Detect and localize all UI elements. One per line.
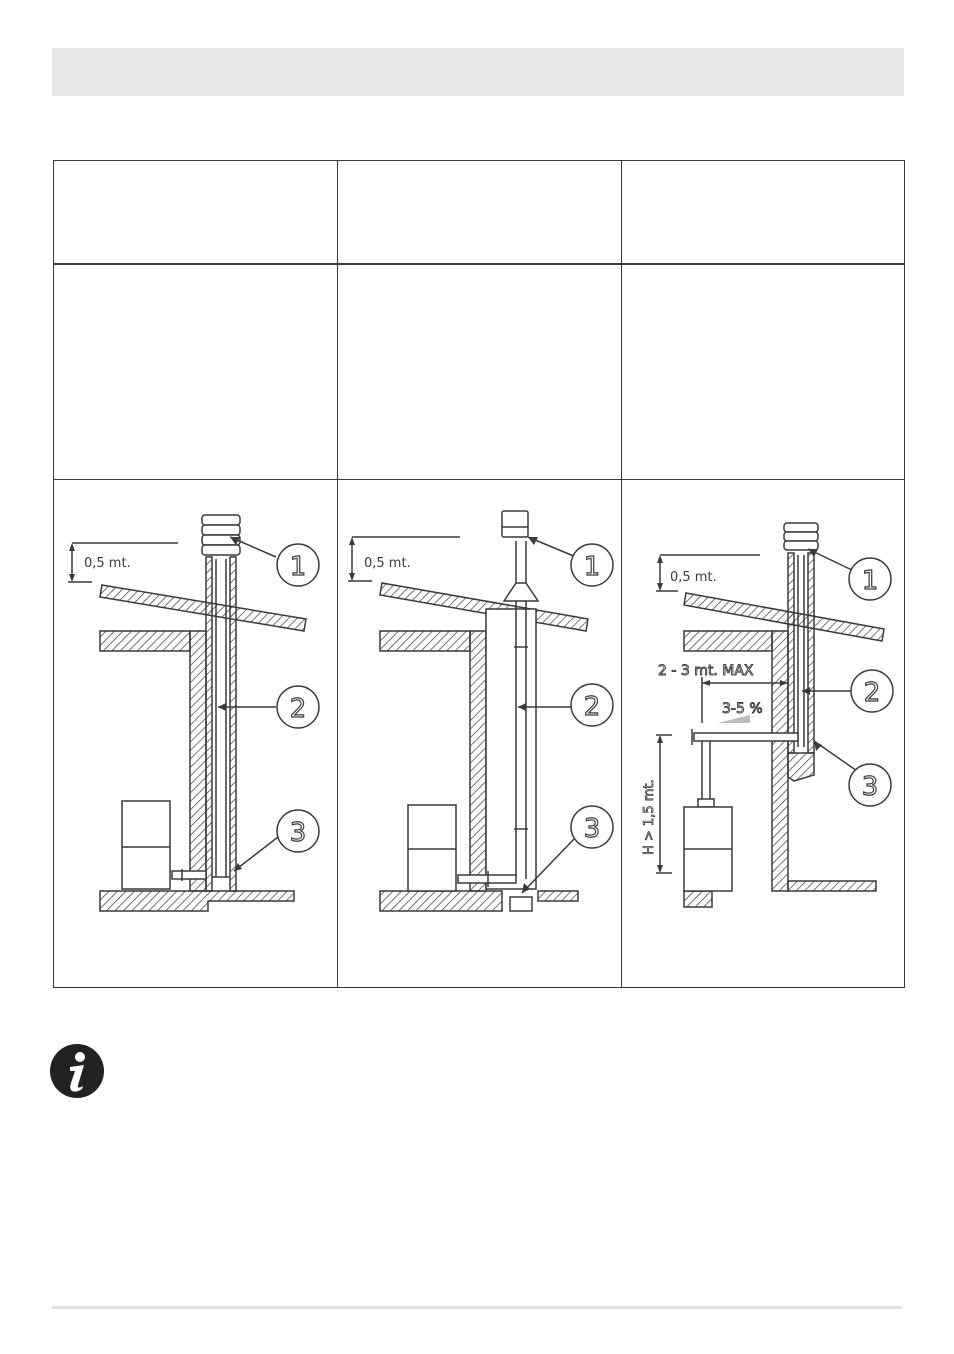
diagram-internal-flue [54, 479, 338, 989]
height-label: 0,5 mt. [364, 556, 411, 571]
callout-3 [277, 810, 319, 852]
callout-2 [851, 670, 893, 712]
section-header-bar [52, 48, 904, 96]
description-cell-2 [338, 265, 621, 479]
callout-number: 2 [583, 692, 601, 722]
callout-1 [849, 558, 891, 600]
flue-diagram-1 [54, 479, 338, 989]
description-cell-3 [622, 265, 905, 479]
header-cell-3 [622, 161, 905, 263]
height-label: 0,5 mt. [84, 556, 131, 571]
horizontal-length-label: 2 - 3 mt. MAX [658, 663, 754, 679]
height-label: 0,5 mt. [670, 570, 717, 585]
header-cell-2 [338, 161, 621, 263]
callout-2 [571, 684, 613, 726]
flue-diagram-3 [622, 479, 906, 989]
diagram-steel-flue [338, 479, 622, 989]
callout-number: 2 [863, 678, 881, 708]
description-cell-1 [54, 265, 337, 479]
diagram-external-flue [622, 479, 906, 989]
slope-label: 3-5 % [722, 701, 763, 717]
rise-height-label: H > 1,5 mt. [642, 779, 657, 855]
installation-table [53, 160, 905, 988]
header-cell-1 [54, 161, 337, 263]
callout-1 [571, 544, 613, 586]
callout-number: 1 [289, 552, 307, 582]
callout-number: 3 [861, 772, 879, 802]
callout-number: 2 [289, 694, 307, 724]
callout-3 [849, 764, 891, 806]
footer-rule [52, 1306, 902, 1309]
callout-number: 1 [861, 566, 879, 596]
flue-diagram-2 [338, 479, 622, 989]
callout-number: 1 [583, 552, 601, 582]
callout-1 [277, 544, 319, 586]
callout-number: 3 [289, 818, 307, 848]
callout-3 [571, 806, 613, 848]
callout-2 [277, 686, 319, 728]
callout-number: 3 [583, 814, 601, 844]
info-icon [48, 1042, 106, 1100]
